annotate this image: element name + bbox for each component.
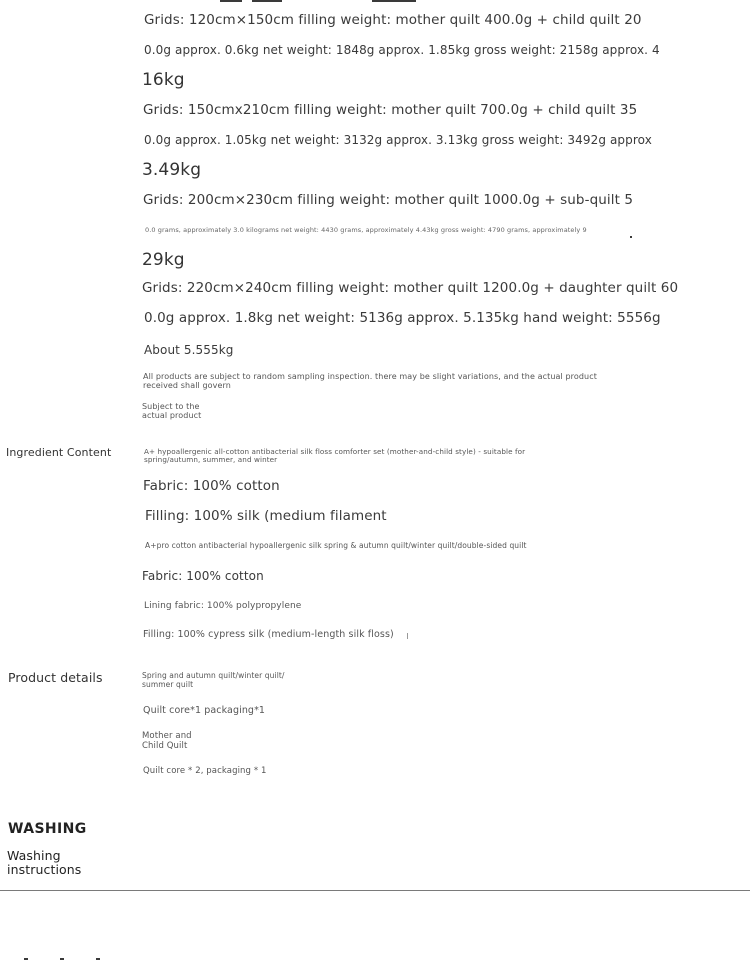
size-120x150-weight-tail: 16kg: [142, 70, 185, 90]
subject-to-actual-product: Subject to the actual product: [142, 402, 202, 421]
size-200x230-line-1: Grids: 200cm×230cm filling weight: mother quilt 1000.0g + sub-quilt 5: [143, 192, 634, 208]
size-150x210-line-2: 0.0g approx. 1.05kg net weight: 3132g approx. 3.13kg gross weight: 3492g approx: [144, 133, 652, 147]
size-200x230-weight-tail: 29kg: [142, 250, 185, 270]
size-220x240-line-2: 0.0g approx. 1.8kg net weight: 5136g approx. 5.135kg hand weight: 5556g: [144, 310, 661, 326]
size-220x240-weight-tail: About 5.555kg: [144, 343, 234, 357]
top-cutoff-text-fragment: [372, 0, 416, 2]
top-cutoff-text-fragment: [252, 0, 282, 2]
size-200x230-line-2: 0.0 grams, approximately 3.0 kilograms net weight: 4430 grams, approximately 4.43kg gross weight: 4790 grams, approximately 9: [145, 226, 587, 234]
item2-name: Mother and Child Quilt: [142, 731, 192, 751]
set2-fabric: Fabric: 100% cotton: [142, 569, 264, 583]
item2-content: Quilt core * 2, packaging * 1: [143, 766, 267, 776]
item1-content: Quilt core*1 packaging*1: [143, 705, 266, 716]
sampling-disclaimer: All products are subject to random sampling inspection. there may be slight variations, and the actual product received shall govern: [143, 372, 597, 391]
size-120x150-line-2: 0.0g approx. 0.6kg net weight: 1848g approx. 1.85kg gross weight: 2158g approx. 4: [144, 43, 660, 57]
ingredient-content-label: Ingredient Content: [6, 446, 112, 459]
stray-mark: [630, 236, 632, 238]
set2-filling: Filling: 100% cypress silk (medium-length silk floss): [143, 629, 394, 640]
size-150x210-line-1: Grids: 150cmx210cm filling weight: mother quilt 700.0g + child quilt 35: [143, 102, 638, 118]
set1-filling: Filling: 100% silk (medium filament: [145, 508, 387, 524]
size-150x210-weight-tail: 3.49kg: [142, 160, 202, 180]
section-divider: [0, 890, 750, 891]
size-120x150-line-1: Grids: 120cm×150cm filling weight: mother quilt 400.0g + child quilt 20: [144, 12, 642, 28]
washing-instructions-label: Washing instructions: [7, 848, 82, 878]
stray-mark: [407, 633, 408, 639]
set1-product-title: A+ hypoallergenic all-cotton antibacterial silk floss comforter set (mother-and-child style) - suitable for spring/autumn, summer, and winter: [144, 447, 526, 465]
washing-heading: WASHING: [8, 821, 87, 837]
size-220x240-line-1: Grids: 220cm×240cm filling weight: mother quilt 1200.0g + daughter quilt 60: [142, 280, 679, 296]
product-details-label: Product details: [8, 670, 103, 685]
item1-name: Spring and autumn quilt/winter quilt/ summer quilt: [142, 671, 285, 689]
top-cutoff-text-fragment: [220, 0, 242, 2]
set2-product-title: A+pro cotton antibacterial hypoallergenic silk spring & autumn quilt/winter quilt/double-sided quilt: [145, 541, 527, 550]
set1-fabric: Fabric: 100% cotton: [143, 478, 280, 494]
set2-lining: Lining fabric: 100% polypropylene: [144, 601, 302, 611]
